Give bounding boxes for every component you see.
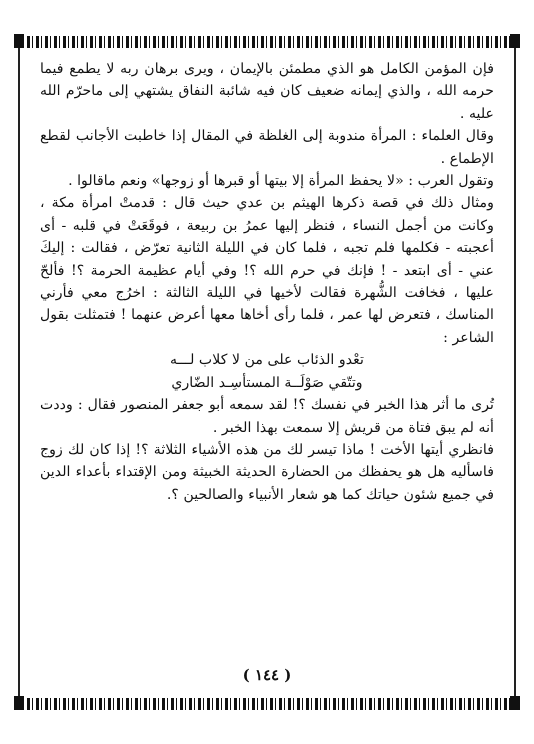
bottom-decorative-border (18, 698, 516, 710)
right-border-line (514, 40, 516, 710)
top-left-corner-ornament (14, 34, 24, 48)
body-text (40, 58, 494, 506)
paragraph-3: وتقول العرب : «لا يحفظ المرأة إلا بيتها أو قبرها أو زوجها» ونعم ماقالوا . (68, 173, 494, 190)
page-number: ( ١٤٤ ) (242, 666, 292, 684)
bottom-right-corner-ornament (510, 696, 520, 710)
paragraph-1: فإن المؤمن الكامل هو الذي مطمئن بالإيمان ، ويرى برهان ربه لا يطمع فيما حرمه الله ، والذي إيمانه ضعيف كان فيه شائبة النفاق يشتهي إلى ماحرّم الله عليه . (40, 61, 494, 122)
paragraph-2: وقال العلماء : المرأة مندوبة إلى الغلظة في المقال إذا خاطبت الأجانب لقطع الإطماع . (40, 128, 494, 167)
bottom-left-corner-ornament (14, 696, 24, 710)
paragraph-6: فانظري أيتها الأخت ! ماذا تيسر لك من هذه الأشياء الثلاثة ؟! إذا كان لك زوج فاسأليه هل هو يحفظك من الحضارة الحديثة الخبيثة ومن الإقتداء بأعداء الدين في جميع شئون حياتك كما هو شعار الأنبياء والصالحين ؟. (40, 441, 494, 503)
verse-line-2: وتتّقي صَوْلَــة المستأسِـد الضّاري (171, 374, 363, 391)
verse-line-1: تعْدو الذئاب على من لا كلاب لـــه (170, 352, 364, 369)
top-decorative-border (18, 36, 516, 48)
paragraph-4: ومثال ذلك في قصة ذكرها الهيثم بن عدي حيث قال : قدمتْ امرأة مكة ، وكانت من أجمل النساء ، فنظر إليها عمرُ بن ربيعة ، فوقَعَتْ في قلبه - أى أعجبته - فكلمها فلم تجبه ، فلما كان في الليلة الثانية تعرّض ، فقالت : إليكَ عني - أى ابتعد - ! فإنك في حرم الله ؟! وفي أيام عظيمة الحرمة ؟! فألحّ عليها ، فخافت الشُّهرة فقالت لأخيها في الليلة الثالثة : اخرُج معي فأرني المناسك ، فتعرض لها عمر ، فلما رأى أخاها معها أعرض عنهما ! فتمثلت بقول الشاعر : (40, 195, 494, 346)
paragraph-5: تُرى ما أثر هذا الخبر في نفسك ؟! لقد سمعه أبو جعفر المنصور فقال : وددت أنه لم يبق فتاة من قريش إلا سمعت بهذا الخبر . (40, 397, 494, 436)
left-border-line (18, 40, 20, 710)
top-right-corner-ornament (510, 34, 520, 48)
